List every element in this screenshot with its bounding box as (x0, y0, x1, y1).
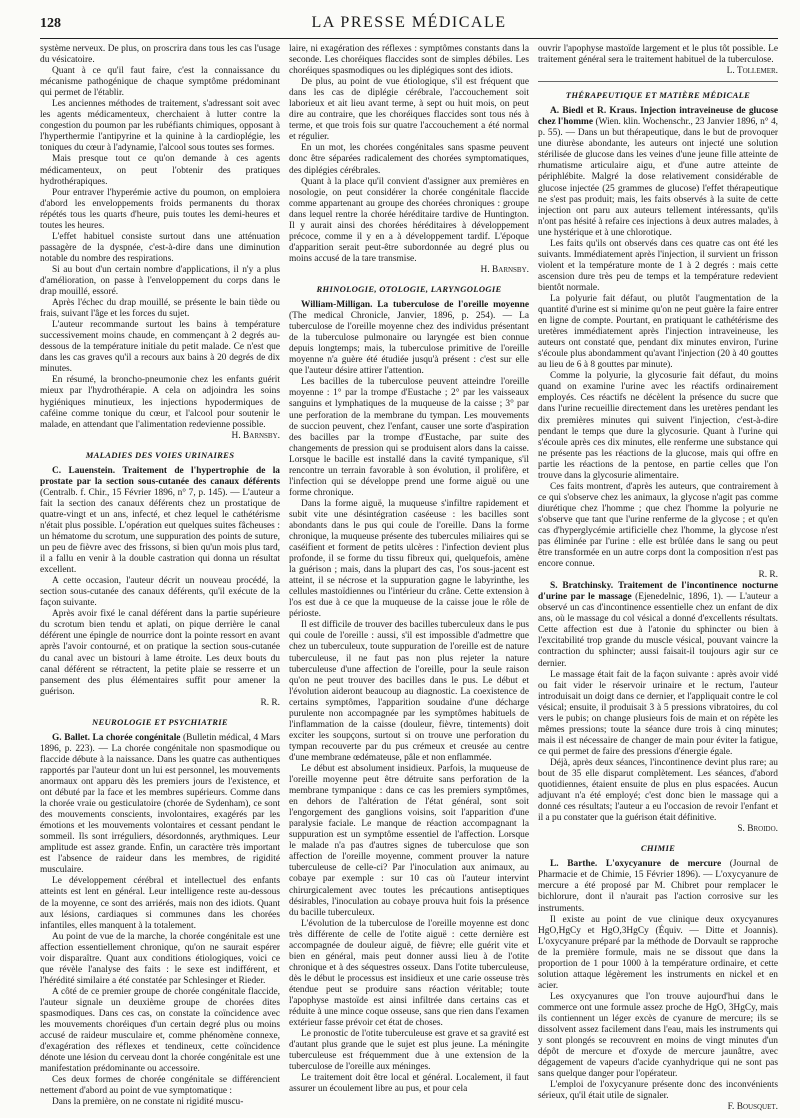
author-signature: H. Barnsby. (231, 430, 280, 441)
article-bratchinsky (538, 581, 778, 669)
article-text: — L'oxycyanure de mercure a été proposé par M. Chibret pour remplacer le bichlorure, dont il n'aurait pas l'action corrosive sur les instruments. (538, 870, 778, 914)
paragraph: Le développement cérébral et intellectuel des enfants atteints est lent en général. Leur intelligence reste au-dessous de la moyenne, ce sont des arriérés, mais non des idiots. Quant aux lésions, cardiaques si communes dans les chorées infantiles, elles manquent à la totalement. (40, 876, 280, 931)
article-text: — L'auteur a fait la section des canaux déférents chez un prostatique de quatre-vingt et un ans, infecté, et chez lequel le cathétérisme n'était plus possible. L'opération eut quelques suites fâcheuses : un hématome du scrotum, une suppuration des points de suture, un peu de fièvre avec des frissons, si bien qu'un mois plus tard, il a fallu en venir à la double castration qui donna un résultat excellent. (40, 487, 280, 576)
article-title: Traitement de l'incontinence nocturne d'urine par le massage (538, 581, 778, 603)
article-text: — La chorée congénitale non spasmodique ou flaccide débute à la naissance. Dans les quatre cas authentiques rapportés par l'auteur dont un lui est personnel, les mouvements anormaux ont apparu dès les premiers jours de l'existence, et ont débuté par la face et les membres supérieurs. Comme dans la chorée vraie ou gesticulatoire (chorée de Sydenham), ce sont des mouvements conscients, involontaires, exagérés par les émotions et les mouvements volontaires et cessant pendant le sommeil. Ils sont irréguliers, désordonnés, arythmiques. Leur amplitude est assez grande. Enfin, un caractère très important est l'absence de raideur dans les membres, de rigidité musculaire. (40, 743, 280, 876)
paragraph: Dans la forme aiguë, la muqueuse s'infiltre rapidement et subit vite une désintégration caséeuse : les bacilles sont abondants dans le pus qui coule de l'oreille. Dans la forme chronique, la muqueuse présente des tubercules miliaires qui se caséifient et forment de petits ulcères : l'infection devient plus profonde, il se forme du tissu fibreux qui, quelquefois, amène la guérison ; mais, dans la plupart des cas, l'os sous-jacent est atteint, il se nécrose et la suppuration gagne le labyrinthe, les cellules mastoïdiennes ou l'intérieur du crâne. Cette extension à l'os est due à ce que la muqueuse de la caisse joue le rôle de périoste. (289, 498, 529, 620)
section-heading-urinary: MALADIES DES VOIES URINAIRES (85, 449, 235, 460)
article-source: (Wien. klin. Wochenschr., 23 Janvier 1896, n° 4, p. 55). (538, 117, 778, 139)
paragraph: laire, ni exagération des réflexes : symptômes constants dans la seconde. Les choréiques flaccides sont de simples débiles. Les choréiques spasmodiques ou les diplégiques sont des idiots. (289, 44, 529, 77)
page-header (40, 14, 778, 39)
article-title: L'oxycyanure de mercure (605, 859, 722, 870)
paragraph: Le massage était fait de la façon suivante : après avoir vidé ou fait vider le réservoir urinaire et le rectum, l'auteur introduisait un doigt dans ce dernier, et l'appliquait contre le col vésical; ensuite, il produisait 3 à 5 pressions vibratoires, du col vers le pubis; on change plusieurs fois de main et on répète les mêmes pressions; toute la séance dure trois à cinq minutes; mais il est nécessaire de changer de main pour éviter la fatigue, ce qui permet de faire des pressions d'énergie égale. (538, 669, 778, 757)
column-middle (289, 44, 529, 1114)
paragraph: Quant à ce qu'il faut faire, c'est la connaissance du mécanisme pathogénique de chaque symptôme prédominant qui permet de l'établir. (40, 66, 280, 99)
section-heading-rhinology: RHINOLOGIE, OTOLOGIE, LARYNGOLOGIE (316, 283, 502, 294)
article-author: A. Biedl et R. Kraus. (550, 106, 637, 117)
article-title: Injection intraveineuse de glucose chez l'homme (538, 106, 778, 128)
paragraph: Comme la polyurie, la glycosurie fait défaut, du moins quand on examine l'urine avec les réactifs ordinairement employés. Ces réactifs ne décèlent la présence du sucre que dans l'urine recueillie directement dans les uretères pendant les dix premières minutes qui suivent l'injection, c'est-à-dire pendant le temps que dure la glycosurie. Quant à l'urine qui s'écoule après ces dix minutes, elle renferme une substance qui ne présente pas les réactions de la glucose, mais qui offre en partie les réactions de la pentose, en partie celles que l'on trouve dans la glycosurie alimentaire. (538, 371, 778, 481)
paragraph: Le traitement doit être local et général. Localement, il faut assurer un écoulement libre au pus, et pour cela (289, 1073, 529, 1095)
article-author: L. Barthe. (550, 859, 598, 870)
paragraph: Ces faits montrent, d'après les auteurs, que contrairement à ce qui s'observe chez les animaux, la glycose n'agit pas comme diurétique chez l'homme ; que chez l'homme la polyurie ne s'observe que tant que l'urine renferme de la glycose ; et qu'en cas d'hyperglycémie artificielle chez l'homme, la glycose n'est pas éliminée par l'urine : elle est brûlée dans le sang ou peut être transformée en un autre corps dont la composition n'est pas encore connue. (538, 481, 778, 570)
author-signature: H. Barnsby. (480, 264, 529, 275)
paragraph: Il est difficile de trouver des bacilles tuberculeux dans le pus qui coule de l'oreille : aussi, s'il est impossible d'admettre que chez un tuberculeux, toute suppuration de l'oreille est de nature tuberculeuse, il ne faut pas non plus rejeter la nature tuberculeuse d'une affection de l'oreille, pour la seule raison qu'on ne peut trouver des bacilles dans le pus. Le début et l'évolution aideront beaucoup au diagnostic. La coexistence de certains symptômes, l'apparition soudaine d'une décharge purulente non accompagnée par les symptômes habituels de l'inflammation de la caisse (douleur, fièvre, tintements) doit exciter les soupçons, surtout si on trouve une perforation du tympan recouverte par du pus crémeux et creusée au centre d'une membrane œdémateuse, pâle et non enflammée. (289, 620, 529, 763)
paragraph: Quant à la place qu'il convient d'assigner aux premières en nosologie, on peut considérer la chorée congénitale flaccide comme appartenant au groupe des chorées chroniques : groupe dans lequel rentre la chorée héréditaire tardive de Huntington. Il y aurait ainsi des chorées héréditaires à développement précoce, comme il y en a à développement tardif. L'époque d'apparition serait peut-être subordonnée au degré plus ou moins accusé de la tare transmise. (289, 176, 529, 264)
article-text: — Dans un but thérapeutique, dans le but de provoquer une diurèse abondante, les auteurs ont injecté une solution stérilisée de glucose dans les veines d'une jeune fille atteinte de rhumatisme articulaire aigu, et d'une autre atteinte de périphlébite. Malgré la dose relativement considérable de glucose injectée (25 grammes de glucose) l'effet thérapeutique ne s'est pas produit; mais, les faits observés à la suite de cette injection ont paru aux auteurs tellement intéressants, qu'ils n'ont pas hésité à refaire ces injections à deux autres malades, à une hystérique et à une chlorotique. (538, 128, 778, 238)
section-heading-chemistry: CHIMIE (640, 843, 676, 854)
paragraph: système nerveux. De plus, on proscrira dans tous les cas l'usage du vésicatoire. (40, 44, 280, 66)
article-author: C. Lauenstein. (52, 465, 116, 476)
section-heading-neurology: NEUROLOGIE ET PSYCHIATRIE (92, 716, 228, 727)
article-author: William-Milligan. (301, 300, 373, 311)
article-source: (Journal de Pharmacie et de Chimie, 15 Février 1896). (538, 859, 778, 881)
paragraph: A côté de ce premier groupe de chorée congénitale flaccide, l'auteur signale un deuxième groupe de chorées dites spasmodiques. Dans ces cas, on constate la coïncidence avec les mouvements choréiques d'un certain degré plus ou moins accusé de raideur musculaire et, comme phénomène connexe, d'exagération des réflexes et tendineux, cette coïncidence dénote une lésion du cerveau dont la chorée congénitale est une manifestation prédominante ou accessoire. (40, 986, 280, 1075)
paragraph: Pour entraver l'hyperémie active du poumon, on emploiera d'abord les enveloppements froids permanents du thorax répétés tous les quarts d'heure, puis toutes les demi-heures et toutes les heures. (40, 187, 280, 231)
author-signature: R. R. (260, 697, 280, 708)
paragraph: Mais presque tout ce qu'on demande à ces agents médicamenteux, on peut l'obtenir des pratiques hydrothérapiques. (40, 154, 280, 187)
paragraph: De plus, au point de vue étiologique, s'il est fréquent que dans les cas de diplégie cérébrale, l'accouchement soit laborieux et ait lieu avant terme, à sept ou huit mois, on peut dire au contraire, que les choréiques flaccides sont tous nés à terme, et que trois fois sur quatre l'accouchement a été normal et régulier. (289, 77, 529, 143)
paragraph: A cette occasion, l'auteur décrit un nouveau procédé, la section sous-cutanée des canaux déférents, qu'il exécute de la façon suivante. (40, 576, 280, 609)
paragraph: Après avoir fixé le canal déférent dans la partie supérieure du scrotum bien tendu et aplati, on pique derrière le canal déférent une épingle de nourrice dont la pointe ressort en avant après l'avoir contourné, et on pratique la section sous-cutanée du canal avec un bistouri à lame étroite. Les deux bouts du canal déférent se rétractent, la petite plaie se resserre et un pansement des plus élémentaires suffit pour amener la guérison. (40, 609, 280, 697)
author-signature: R. R. (758, 570, 778, 581)
article-title: La chorée congénitale (92, 732, 181, 743)
paragraph: Il existe au point de vue clinique deux oxycyanures HgO,HgCy et HgO,3HgCy (Équiv. — Ditte et Joannis). L'oxycyanure préparé par la méthode de Dorvault se rapproche de la première formule, mais ne se dissout que dans la proportion de 1 pour 1000 à la température ordinaire, et cette solution attaque légèrement les instruments en nickel et en acier. (538, 914, 778, 991)
paragraph: Le début est absolument insidieux. Parfois, la muqueuse de l'oreille moyenne peut être détruite sans perforation de la membrane tympanique : dans ce cas les premiers symptômes, en dehors de l'altération de l'état général, sont soit l'engorgement des ganglions voisins, soit l'apparition d'une paralysie faciale. Le manque de réaction accompagnant la suppuration est un symptôme essentiel de l'affection. Lorsque le malade n'a pas d'autres signes de tuberculose que son affection de l'oreille moyenne, comment prouver la nature tuberculeuse de celle-ci? Par l'inoculation aux animaux, au cobaye par exemple : sur 10 cas où l'auteur intervint chirurgicalement avec toutes les précautions antiseptiques désirables, l'inoculation au cobaye prouva huit fois la présence du bacille tuberculeux. (289, 764, 529, 918)
paragraph: L'emploi de l'oxycyanure présente donc des inconvénients sérieux, qu'il était utile de signaler. (538, 1080, 778, 1102)
paragraph: Au point de vue de la marche, la chorée congénitale est une affection essentiellement chronique, qu'on ne saurait espérer voir disparaître. Quant aux conditions étiologiques, voici ce que révèle l'analyse des faits : le sexe est indifférent, et l'hérédité similaire a été constatée par Schlesinger et Rieder. (40, 931, 280, 986)
paragraph: L'auteur recommande surtout les bains à température successivement moins chaude, en commençant à 2 degrés au-dessous de la température initiale du petit malade. Ce n'est que dans les cas graves qu'il a recours aux bains à 20 degrés de dix minutes. (40, 320, 280, 375)
paragraph: Les anciennes méthodes de traitement, s'adressant soit avec les agents médicamenteux, cherchaient à lutter contre la congestion du poumon par les rubéfiants chimiques, opposant à l'hyperthermie l'antipyrine et la quinine à la cardioplégie, les toniques du cœur à l'adynamie, l'alcool sous toutes ses formes. (40, 99, 280, 154)
article-ballet (40, 733, 280, 877)
divider (538, 81, 778, 82)
paragraph: L'évolution de la tuberculose de l'oreille moyenne est donc très différente de celle de l'otite aiguë : cette dernière est accompagnée de douleur aiguë, de fièvre; elle guérit vite et bien en général, mais peut donner aussi lieu à de l'otite chronique et à des séquestres osseux. Dans l'otite tuberculeuse, dès le début le processus est insidieux et une carie osseuse très étendue peut se produire sans réaction véritable; toute l'apophyse mastoïde est ainsi infiltrée dans certains cas et réduite à une mince coque osseuse, sans que rien dans l'examen extérieur fasse prévoir cet état de choses. (289, 918, 529, 1029)
article-lauenstein (40, 466, 280, 576)
column-right (538, 44, 778, 1114)
paragraph: Le pronostic de l'otite tuberculeuse est grave et sa gravité est d'autant plus grande que le sujet est plus jeune. La méningite tuberculeuse est fréquemment due à une extension de la tuberculose de l'oreille aux méninges. (289, 1029, 529, 1073)
paragraph: Dans la première, on ne constate ni rigidité muscu- (52, 1097, 244, 1108)
paragraph: Si au bout d'un certain nombre d'applications, il n'y a plus d'amélioration, on passe à l'enveloppement du corps dans le drap mouillé, essoré. (40, 264, 280, 298)
author-signature: L. Tollemer. (726, 66, 778, 77)
paragraph: En un mot, les chorées congénitales sans spasme peuvent donc être séparées radicalement des chorées symptomatiques, des diplégies cérébrales. (289, 143, 529, 176)
article-text: — L'auteur a observé un cas d'incontinence essentielle chez un enfant de dix ans, où le massage du col vésical a donné d'excellents résultats. Cette affection est due à l'atonie du sphincter ou bien à l'excitabilité trop grande du muscle vésical, pouvant vaincre la contraction du sphincter; aussi faisait-il toujours agir sur ce dernier. (538, 592, 778, 669)
article-author: G. Ballet. (52, 732, 90, 743)
article-source: (Centralb. f. Chir., 15 Février 1896, n° 7, p. 145). (40, 487, 228, 498)
paragraph: Les oxycyanures que l'on trouve aujourd'hui dans le commerce ont une formule assez proche de HgO, 3HgCy, mais ils contiennent un léger excès de cyanure de mercure; ils se dissolvent assez facilement dans l'eau, mais les instruments qui y sont plongés se recouvrent en moins de vingt minutes d'un dépôt de mercure et d'oxyde de mercure jaunâtre, avec dégagement de vapeurs d'acide cyanhydrique qui ne sont pas sans quelque danger pour l'opérateur. (538, 991, 778, 1080)
paragraph: En résumé, la broncho-pneumonie chez les enfants guérit mieux par l'hydrothérapie. A cela on adjoindra les soins hygiéniques minutieux, les injections hypodermiques de caféine comme tonique du cœur, et l'alcool pour soutenir le malade, en attendant que l'alimentation redevienne possible. (40, 375, 280, 430)
article-barthe (538, 859, 778, 914)
paragraph: Les faits qu'ils ont observés dans ces quatre cas ont été les suivants. Immédiatement après l'injection, il survient un frisson violent et la température monte de 1 à 2 degrés : mais cette ascension dure très peu de temps et la température redevient bientôt normale. (538, 238, 778, 293)
column-left (40, 44, 280, 1114)
article-source: (The medical Chronicle, Janvier, 1896, p. 254). (289, 311, 496, 322)
article-source: (Ejenedelnic, 1896, 1). (635, 592, 724, 603)
page-number: 128 (40, 16, 61, 31)
journal-title: LA PRESSE MÉDICALE (311, 14, 507, 31)
author-signature: F. Bousquet. (727, 1102, 778, 1113)
article-author: S. Bratchinsky. (550, 581, 614, 592)
section-heading-therapeutics: THÉRAPEUTIQUE ET MATIÈRE MÉDICALE (565, 90, 751, 101)
article-text: — La tuberculose de l'oreille moyenne chez des individus présentant de la tuberculose pulmonaire ou laryngée est bien connue depuis longtemps; mais, la tuberculose primitive de l'oreille moyenne n'a guère été étudiée jusqu'à présent : c'est sur elle que l'auteur désire attirer l'attention. (289, 311, 529, 377)
article-biedl-kraus (538, 106, 778, 239)
paragraph: Déjà, après deux séances, l'incontinence devint plus rare; au bout de 35 elle disparut complètement. Les séances, d'abord quotidiennes, étaient ensuite de plus en plus espacées. Aucun adjuvant n'a été employé; c'est donc bien le massage qui a donné ces résultats; l'auteur a eu l'occasion de revoir l'enfant et il a pu constater que la guérison était définitive. (538, 757, 778, 824)
paragraph: La polyurie fait défaut, ou plutôt l'augmentation de la quantité d'urine est si minime qu'on ne peut guère la faire entrer en ligne de compte. Pourtant, en pratiquant le cathétérisme des uretères immédiatement après l'injection intraveineuse, les auteurs ont constaté que, pendant dix minutes environ, l'urine s'écoule plus abondamment qu'avant l'injection (20 à 40 gouttes au lieu de 6 à 8 gouttes par minute). (538, 293, 778, 371)
paragraph: L'effet habituel consiste surtout dans une atténuation passagère de la dyspnée, c'est-à-dire dans une diminution notable du nombre des respirations. (40, 231, 280, 264)
paragraph: Les bacilles de la tuberculose peuvent atteindre l'oreille moyenne : 1° par la trompe d'Eustache ; 2° par les vaisseaux sanguins et lymphatiques de la muqueuse de la caisse ; 3° par une perforation de la membrane du tympan. Les mouvements de succion peuvent, chez l'enfant, causer une sorte d'aspiration des bacilles par la trompe d'Eustache, par suite des changements de pression qui se produisent alors dans la caisse. Lorsque le bacille est installé dans la cavité tympanique, s'il rencontre un terrain favorable à son évolution, il prolifère, et l'infection qui se développe prend une forme aiguë ou une forme chronique. (289, 377, 529, 498)
article-source: (Bulletin médical, 4 Mars 1896, p. 223). (40, 732, 280, 754)
author-signature: S. Broido. (737, 824, 778, 835)
paragraph: Ces deux formes de chorée congénitale se différencient nettement d'abord au point de vue symptomatique : (40, 1075, 280, 1097)
paragraph: Après l'échec du drap mouillé, se présente le bain tiède ou frais, suivant l'âge et les forces du sujet. (40, 298, 280, 320)
article-title: Traitement de l'hypertrophie de la prostate par la section sous-cutanée des canaux déférents (40, 465, 280, 487)
article-title: La tuberculose de l'oreille moyenne (377, 300, 529, 311)
paragraph: ouvrir l'apophyse mastoïde largement et le plus tôt possible. Le traitement général sera le traitement habituel de la tuberculose. (538, 44, 778, 66)
article-milligan (289, 300, 529, 377)
